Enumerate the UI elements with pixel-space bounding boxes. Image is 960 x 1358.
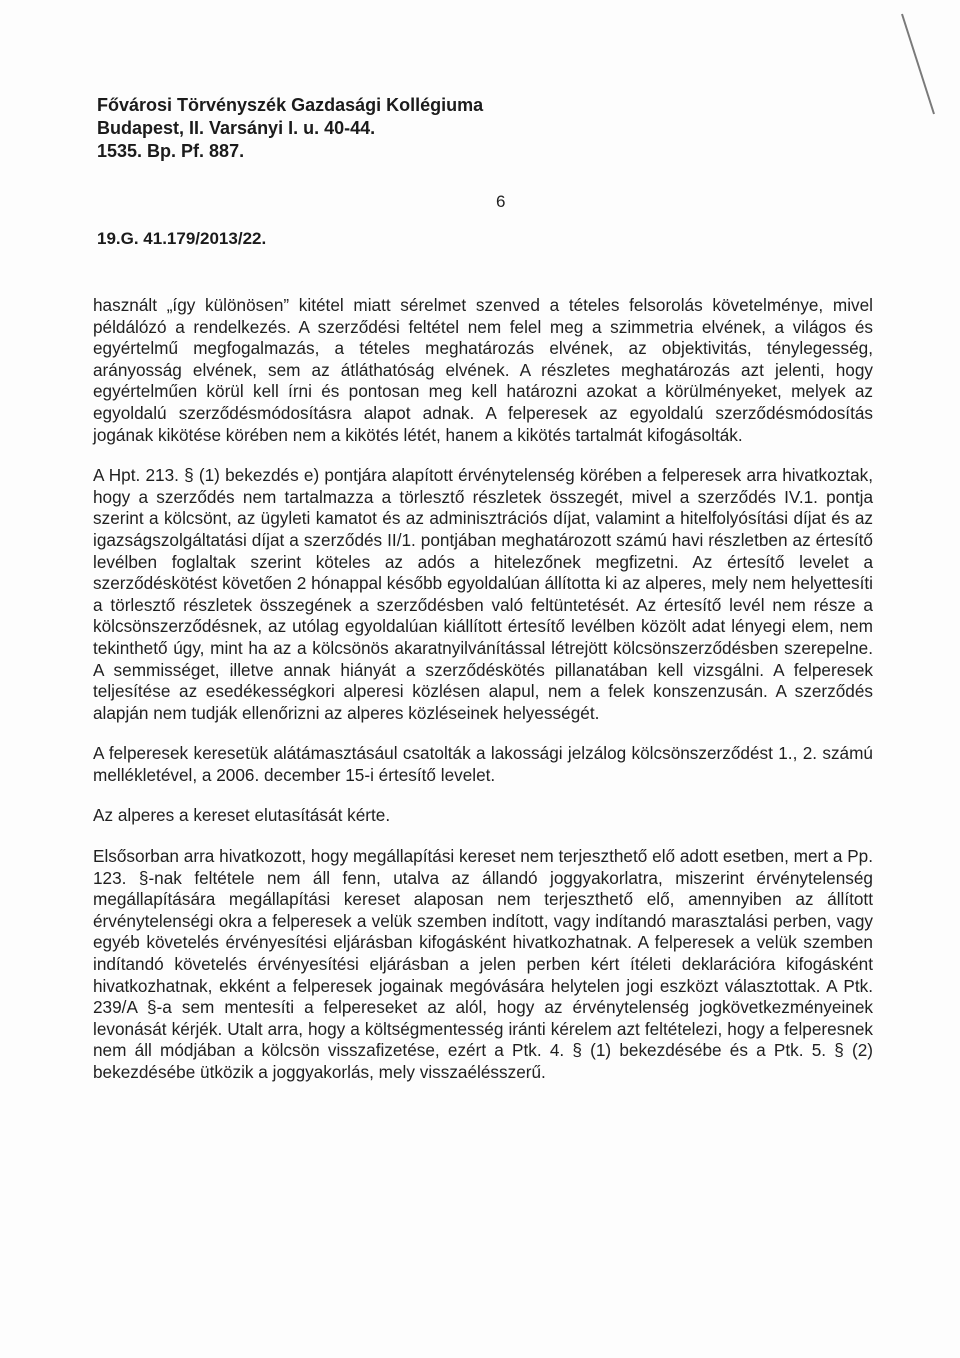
- scan-artifact-line: [900, 10, 940, 120]
- paragraph-4: Az alperes a kereset elutasítását kérte.: [93, 805, 391, 826]
- case-number: 19.G. 41.179/2013/22.: [97, 229, 267, 248]
- court-address: Budapest, II. Varsányi I. u. 40-44.: [97, 118, 376, 138]
- paragraph-2: A Hpt. 213. § (1) bekezdés e) pontjára alapított érvénytelenség körében a felperesek arra hivatkoztak, hogy a szerződés nem tartalmazza a törlesztő részletek összegét, mivel a szerződés IV.1. pontja szerint a kölcsönt, az ügyleti kamatot és az adminisztrációs díjat, valamint a hitelfolyósítási díjat és az igazságszolgáltatási díjat a szerződés II/1. pontjában meghatározott számú havi részletben az értesítő levélben foglaltak szerint köteles az adós a hitelezőnek megfizetni. Az értesítő levelet a szerződéskötést követően 2 hónappal később egyoldalúan állította ki az alperes, mely nem helyettesíti a törlesztő részletek összegének a szerződésben való feltüntetését. Az értesítő levél nem része a kölcsönszerződésnek, az utólag egyoldalúan kiállított értesítő levélben közölt adat lényegi elem, nem tekinthető úgy, mint ha az a kölcsönös akaratnyilvánítással létrejött kölcsönszerződésben szerepelne. A semmisséget, illetve annak hiányát a szerződéskötés pillanatában kell vizsgálni. A felperesek teljesítése az esedékességkori alperesi közlésen alapul, nem a felek konszenzusán. A szerződés alapján nem tudják ellenőrizni az alperes közléseinek helyességét.: [93, 465, 873, 723]
- court-name: Fővárosi Törvényszék Gazdasági Kollégiuma: [97, 95, 484, 115]
- page-number: 6: [496, 192, 506, 211]
- document-body: [93, 295, 873, 1103]
- paragraph-3: A felperesek keresetük alátámasztásául csatolták a lakossági jelzálog kölcsönszerződést 1., 2. számú mellékletével, a 2006. december 15-i értesítő levelet.: [93, 743, 873, 785]
- court-postal-box: 1535. Bp. Pf. 887.: [97, 141, 245, 161]
- paragraph-1: használt „így különösen” kitétel miatt sérelmet szenved a tételes felsorolás követelménye, mivel példálózó a rendelkezés. A szerződési feltétel nem felel meg a szimmetria elvének, a világos és egyértelmű megfogalmazás, a tételes meghatározás elvének, az objektivitás, ténylegesség, arányosság elvének, sem az átláthatóság elvének. A részletes meghatározás azt jelenti, hogy egyértelműen körül kell írni és pontosan meg kell határozni azokat a körülményeket, melyek az egyoldalú szerződésmódosításra alapot adnak. A felperesek az egyoldalú szerződésmódosítás jogának kikötése körében nem a kikötés létét, hanem a kikötés tartalmát kifogásolták.: [93, 295, 873, 445]
- court-header: [97, 94, 483, 163]
- paragraph-5: Elsősorban arra hivatkozott, hogy megállapítási kereset nem terjeszthető elő adott esetben, mert a Pp. 123. §-nak feltétele nem áll fenn, utalva az állandó joggyakorlatra, miszerint érvénytelenség megállapítására megállapítási kereset alaposan nem terjeszthető elő, amennyiben az állított érvénytelenségi okra a felperesek a velük szemben indított, vagy indítandó marasztalási perben, vagy egyéb követelés érvényesítési eljárásban kifogásként hivatkozhatnak. A felperesek a velük szemben indítandó követelés érvényesítési eljárásban a jelen perben kért ítéleti deklarációra kifogásként hivatkozhatnak, ekként a felperesek jogainak megóvására helytelen jogi eszközt választottak. A Ptk. 239/A §-a sem mentesíti a felpereseket az alól, hogy az érvénytelenség jogkövetkezményeinek levonását kérjék. Utalt arra, hogy a költségmentesség iránti kérelem azt feltételezi, hogy a felperesnek nem áll módjában a kölcsön visszafizetése, ezért a Ptk. 4. § (1) bekezdésébe és a Ptk. 5. § (2) bekezdésébe ütközik a joggyakorlás, mely visszaélésszerű.: [93, 846, 873, 1082]
